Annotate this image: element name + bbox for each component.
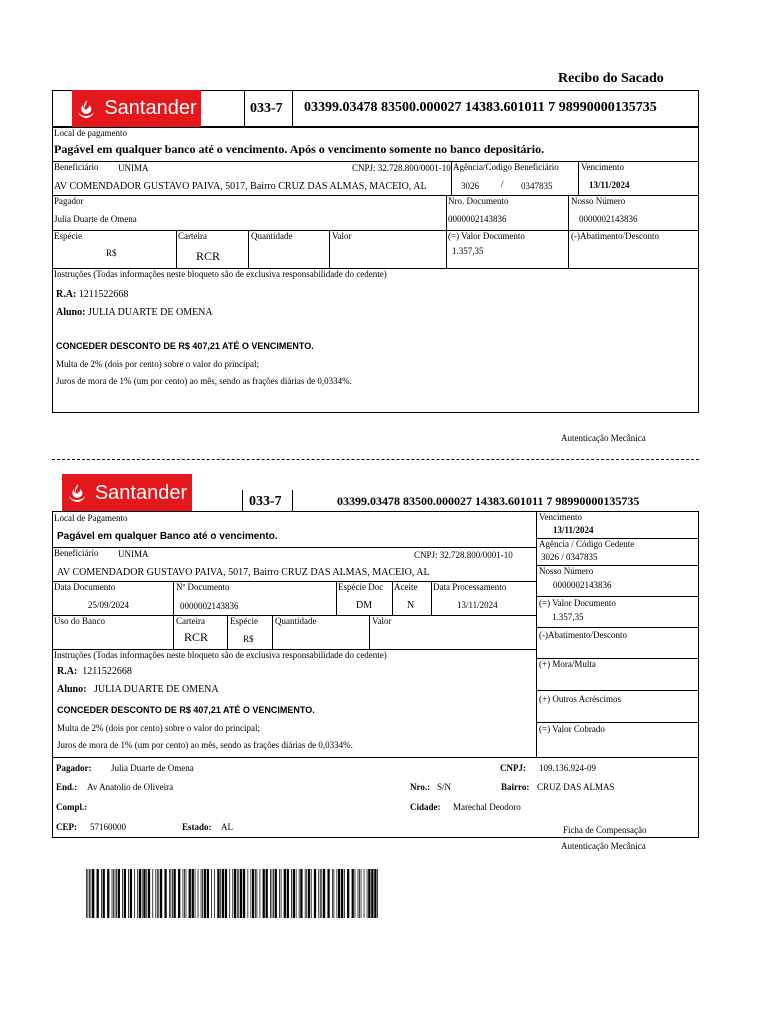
ficha-autenticacao: Autenticação Mecânica <box>561 841 646 851</box>
recibo-bank-code: 033-7 <box>250 101 283 116</box>
barcode-bar <box>314 869 316 918</box>
recibo-agencia: 3026 <box>461 181 479 191</box>
recibo-cnpj-beneficiario: CNPJ: 32.728.800/0001-10 <box>352 163 451 173</box>
barcode-bar <box>305 869 306 918</box>
barcode-bar <box>174 869 176 918</box>
ficha-nro: S/N <box>437 782 452 792</box>
barcode-bar <box>171 869 172 918</box>
barcode-bar <box>368 869 370 918</box>
recibo-nro-documento-label: Nro. Documento <box>448 196 509 206</box>
recibo-bank-logo <box>72 90 201 127</box>
barcode-bar <box>237 869 238 918</box>
barcode-bar <box>142 869 143 918</box>
barcode-bar <box>308 869 310 918</box>
recibo-valor-documento-label: (=) Valor Documento <box>448 231 525 241</box>
ficha-endereco: Av Anatolio de Oliveira <box>87 782 174 792</box>
barcode-bar <box>371 869 373 918</box>
recibo-local-pagamento: Pagável em qualquer banco até o vencimento. Após o vencimento somente no banco depositário. <box>54 142 545 156</box>
recibo-especie: R$ <box>106 248 117 258</box>
barcode-bar <box>296 869 297 918</box>
ficha-cnpj-label: CNPJ: <box>500 763 526 773</box>
barcode-bar <box>323 869 325 918</box>
barcode-bar <box>338 869 340 918</box>
barcode-bar <box>183 869 184 918</box>
recibo-aluno-label: Aluno: <box>56 307 86 318</box>
barcode-bar <box>184 869 185 918</box>
ficha-cep: 57160000 <box>90 822 126 832</box>
barcode-bar <box>112 869 113 918</box>
barcode-bar <box>88 869 89 918</box>
barcode-bar <box>318 869 319 918</box>
barcode-bar <box>207 869 209 918</box>
ficha-beneficiario: UNIMA <box>118 549 149 559</box>
recibo-agencia-label: Agência/Codigo Beneficiário <box>453 162 559 172</box>
barcode-bar <box>358 869 359 918</box>
ficha-valor-documento-label: (=) Valor Documento <box>539 598 616 608</box>
recibo-digitable-line: 03399.03478 83500.000027 14383.601011 7 98990000135735 <box>304 100 657 115</box>
ficha-pagador: Julia Duarte de Omena <box>111 763 194 773</box>
recibo-especie-label: Espécie <box>54 231 82 241</box>
recibo-valor-label: Valor <box>332 231 352 241</box>
barcode-bar <box>232 869 233 918</box>
barcode-bar <box>234 869 236 918</box>
barcode-bar <box>113 869 114 918</box>
ficha-n-documento-label: Nº Documento <box>176 582 230 592</box>
barcode-bar <box>148 869 150 918</box>
ficha-local-pagamento-label: Local de Pagamento <box>54 513 128 523</box>
recibo-quantidade-label: Quantidade <box>251 231 293 241</box>
barcode-bar <box>347 869 349 918</box>
barcode-bar <box>272 869 273 918</box>
barcode-bar <box>341 869 343 918</box>
ficha-bank-name: Santander <box>94 481 188 504</box>
barcode-bar <box>332 869 333 918</box>
recibo-autenticacao: Autenticação Mecânica <box>561 433 646 443</box>
ficha-ra: 1211522668 <box>82 666 132 677</box>
ficha-data-documento: 25/09/2024 <box>88 600 130 610</box>
ficha-carteira: RCR <box>184 630 209 644</box>
barcode-bar <box>115 869 116 918</box>
barcode-bar <box>238 869 239 918</box>
barcode-bar <box>240 869 242 918</box>
barcode-bar <box>101 869 102 918</box>
barcode-bar <box>281 869 282 918</box>
recibo-vencimento-label: Vencimento <box>581 162 624 172</box>
barcode-bar <box>293 869 295 918</box>
ficha-bank-code: 033-7 <box>249 494 282 509</box>
recibo-multa: Multa de 2% (dois por cento) sobre o valor do principal; <box>56 359 259 369</box>
recibo-local-pagamento-label: Local de pagamento <box>54 128 127 138</box>
barcode-bar <box>189 869 191 918</box>
barcode-bar <box>300 869 302 918</box>
barcode-bar <box>263 869 265 918</box>
recibo-desconto: CONCEDER DESCONTO DE R$ 407,21 ATÉ O VENCIMENTO. <box>56 341 314 351</box>
barcode-bar <box>152 869 153 918</box>
recibo-carteira: RCR <box>196 249 221 263</box>
barcode-bar <box>172 869 173 918</box>
ficha-uso-banco-label: Uso do Banco <box>54 616 105 626</box>
barcode-bar <box>116 869 117 918</box>
ficha-abatimento-label: (-)Abatimento/Desconto <box>539 630 627 640</box>
barcode-bar <box>160 869 162 918</box>
ficha-cnpj-beneficiario: CNPJ: 32.728.800/0001-10 <box>414 550 513 560</box>
barcode-bar <box>299 869 300 918</box>
barcode-bar <box>178 869 180 918</box>
barcode-bar <box>255 869 256 918</box>
ficha-cidade: Marechal Deodoro <box>453 802 521 812</box>
barcode-bar <box>217 869 219 918</box>
barcode-bar <box>169 869 170 918</box>
ficha-valor-documento: 1.357,35 <box>552 612 584 622</box>
barcode-bar <box>201 869 202 918</box>
ficha-cep-label: CEP: <box>56 822 77 832</box>
ficha-nro-label: Nro.: <box>410 782 431 792</box>
barcode-bar <box>291 869 292 918</box>
barcode-bar <box>321 869 322 918</box>
barcode-bar <box>186 869 187 918</box>
recibo-instrucoes-label: Instruções (Todas informações neste bloqueto são de exclusiva responsabilidade do cedente) <box>54 269 387 279</box>
ficha-agencia-label: Agência / Código Cedente <box>539 539 635 549</box>
ficha-estado: AL <box>221 822 233 832</box>
ficha-cobrado-label: (=) Valor Cobrado <box>539 724 605 734</box>
ficha-beneficiario-label: Beneficiário <box>54 548 99 558</box>
ficha-especie-label: Espécie <box>230 616 258 626</box>
ficha-especie-doc: DM <box>356 600 373 611</box>
barcode-bar <box>287 869 289 918</box>
barcode-bar <box>252 869 254 918</box>
ficha-aluno-line <box>57 684 219 695</box>
barcode-bar <box>222 869 224 918</box>
barcode-bar <box>320 869 321 918</box>
ficha-bank-logo <box>62 474 192 512</box>
recibo-codigo-beneficiario: 0347835 <box>521 181 553 191</box>
barcode-bar <box>92 869 94 918</box>
barcode-bar <box>103 869 105 918</box>
barcode-bar <box>344 869 345 918</box>
ficha-digitable-line: 03399.03478 83500.000027 14383.601011 7 98990000135735 <box>337 494 640 508</box>
barcode-bar <box>198 869 199 918</box>
barcode-bar <box>89 869 90 918</box>
ficha-data-documento-label: Data Documento <box>54 582 116 592</box>
barcode-bar <box>225 869 227 918</box>
ficha-bairro-label: Bairro: <box>501 782 530 792</box>
barcode-bar <box>377 869 378 918</box>
recibo-ra: 1211522668 <box>78 289 129 300</box>
recibo-agencia-separator: / <box>501 179 504 189</box>
barcode-bar <box>128 869 129 918</box>
ficha-nosso-numero-label: Nosso Número <box>539 566 594 576</box>
ficha-agencia: 3026 / 0347835 <box>541 552 598 562</box>
barcode-bar <box>243 869 245 918</box>
recibo-endereco-beneficiario: AV COMENDADOR GUSTAVO PAIVA, 5017, Bairro CRUZ DAS ALMAS, MACEIO, AL <box>54 181 427 192</box>
ficha-estado-label: Estado: <box>182 822 212 832</box>
ficha-compensacao-label: Ficha de Compensação <box>563 825 647 835</box>
barcode-bar <box>139 869 141 918</box>
recibo-ra-label: R.A: <box>56 289 77 300</box>
recibo-nro-documento: 0000002143836 <box>448 214 507 224</box>
barcode-bar <box>143 869 145 918</box>
recibo-beneficiario-label: Beneficiário <box>54 162 99 172</box>
recibo-juros: Juros de mora de 1% (um por cento) ao mês, sendo as frações diárias de 0,0334%. <box>56 376 352 386</box>
barcode-bar <box>124 869 126 918</box>
barcode-bar <box>337 869 338 918</box>
ficha-data-processamento: 13/11/2024 <box>457 600 498 610</box>
barcode-bar <box>157 869 158 918</box>
barcode-bar <box>311 869 312 918</box>
recibo-aluno-line <box>56 307 213 318</box>
recibo-pagador: Julia Duarte de Omena <box>54 214 137 224</box>
recibo-ra-line <box>56 289 128 300</box>
recibo-valor-documento: 1.357,35 <box>452 246 484 256</box>
recibo-nosso-numero: 0000002143836 <box>579 214 638 224</box>
barcode-bar <box>137 869 138 918</box>
barcode-bar <box>260 869 261 918</box>
cut-line <box>52 459 699 460</box>
santander-flame-icon <box>67 483 87 503</box>
ficha-multa: Multa de 2% (dois por cento) sobre o valor do principal; <box>57 723 260 733</box>
barcode-bar <box>134 869 135 918</box>
barcode-bar <box>107 869 109 918</box>
barcode-bar <box>195 869 196 918</box>
ficha-desconto: CONCEDER DESCONTO DE R$ 407,21 ATÉ O VENCIMENTO. <box>57 705 315 715</box>
recibo-beneficiario: UNIMA <box>118 163 149 173</box>
ficha-aceite-label: Aceite <box>394 582 418 592</box>
ficha-nosso-numero: 0000002143836 <box>553 580 612 590</box>
barcode-bar <box>333 869 334 918</box>
barcode-bar <box>257 869 258 918</box>
ficha-local-pagamento: Pagável em qualquer Banco até o vencimento. <box>57 531 278 542</box>
ficha-carteira-label: Carteira <box>176 616 205 626</box>
ficha-aceite: N <box>407 600 415 611</box>
barcode-bar <box>97 869 99 918</box>
barcode-bar <box>91 869 92 918</box>
recibo-abatimento-label: (-)Abatimento/Desconto <box>571 231 659 241</box>
barcode-bar <box>361 869 362 918</box>
ficha-cidade-label: Cidade: <box>410 802 441 812</box>
ficha-ra-label: R.A: <box>57 666 78 677</box>
recibo-bank-name: Santander <box>104 97 197 119</box>
barcode-bar <box>164 869 166 918</box>
barcode-bar <box>130 869 132 918</box>
barcode-bar <box>359 869 360 918</box>
ficha-especie: R$ <box>243 634 254 644</box>
santander-flame-icon <box>76 99 96 119</box>
ficha-aluno: JULIA DUARTE DE OMENA <box>93 684 219 695</box>
ficha-aluno-label: Aluno: <box>57 684 87 695</box>
barcode-bar <box>158 869 159 918</box>
barcode-bar <box>367 869 368 918</box>
barcode-bar <box>118 869 120 918</box>
barcode-bar <box>214 869 215 918</box>
ficha-compl-label: Compl.: <box>56 802 88 812</box>
barcode-bar <box>284 869 286 918</box>
barcode-bar <box>355 869 356 918</box>
barcode-bar <box>275 869 277 918</box>
recibo-nosso-numero-label: Nosso Número <box>571 196 626 206</box>
recibo-carteira-label: Carteira <box>178 231 207 241</box>
ficha-end-label: End.: <box>56 782 78 792</box>
barcode-bar <box>86 869 87 918</box>
barcode-bar <box>211 869 212 918</box>
barcode-bar <box>352 869 354 918</box>
ficha-data-processamento-label: Data Processamento <box>433 582 507 592</box>
barcode-bar <box>364 869 365 918</box>
barcode-bar <box>146 869 147 918</box>
barcode-bar <box>122 869 123 918</box>
barcode-bar <box>250 869 251 918</box>
ficha-bairro: CRUZ DAS ALMAS <box>537 782 615 792</box>
barcode-bar <box>273 869 274 918</box>
ficha-n-documento: 0000002143836 <box>180 601 239 611</box>
ficha-vencimento-label: Vencimento <box>539 512 582 522</box>
barcode-bar <box>204 869 206 918</box>
ficha-cnpj-pagador: 109.136.924-09 <box>539 763 596 773</box>
barcode-bar <box>202 869 203 918</box>
barcode-bar <box>306 869 307 918</box>
ficha-ra-line <box>57 666 132 677</box>
recibo-pagador-label: Pagador <box>54 196 84 206</box>
barcode-bar <box>266 869 268 918</box>
barcode-bar <box>247 869 248 918</box>
recibo-aluno: JULIA DUARTE DE OMENA <box>87 307 213 318</box>
barcode-bar <box>229 869 230 918</box>
ficha-mora-label: (+) Mora/Multa <box>539 659 596 669</box>
ficha-quantidade-label: Quantidade <box>275 616 317 626</box>
barcode-bar <box>155 869 156 918</box>
barcode-bar <box>220 869 221 918</box>
recibo-title: Recibo do Sacado <box>558 71 664 86</box>
ficha-pagador-label: Pagador: <box>56 763 92 773</box>
barcode-bar <box>192 869 194 918</box>
barcode <box>86 869 378 918</box>
ficha-especie-doc-label: Espécie Doc <box>338 582 384 592</box>
ficha-vencimento: 13/11/2024 <box>553 525 594 535</box>
barcode-bar <box>270 869 271 918</box>
recibo-vencimento: 13/11/2024 <box>589 180 630 190</box>
ficha-outros-label: (+) Outros Acréscimos <box>539 694 622 704</box>
barcode-bar <box>327 869 329 918</box>
ficha-valor-label: Valor <box>372 616 392 626</box>
barcode-bar <box>279 869 280 918</box>
ficha-endereco-beneficiario: AV COMENDADOR GUSTAVO PAIVA, 5017, Bairro CRUZ DAS ALMAS, MACEIO, AL <box>57 567 430 578</box>
ficha-instrucoes-label: Instruções (Todas informações neste bloqueto são de exclusiva responsabilidade do cedente) <box>54 650 387 660</box>
barcode-bar <box>374 869 376 918</box>
ficha-juros: Juros de mora de 1% (um por cento) ao mês, sendo as frações diárias de 0,0334%. <box>57 740 353 750</box>
